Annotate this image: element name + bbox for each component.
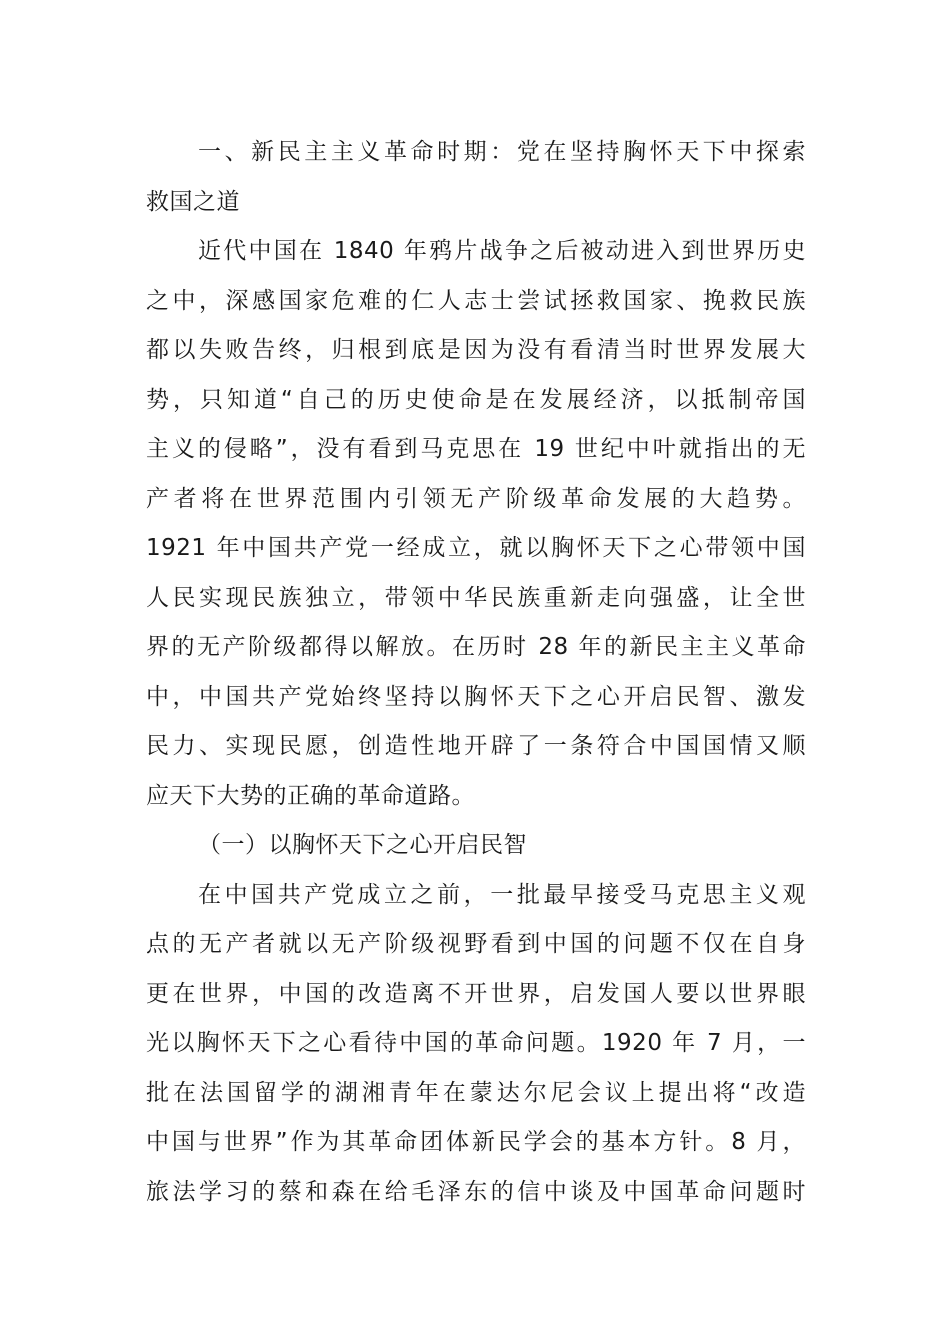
paragraph-2-line-2: 点的无产者就以无产阶级视野看到中国的问题不仅在自身 (146, 931, 806, 957)
paragraph-2-line-5: 批在法国留学的湖湘青年在蒙达尔尼会议上提出将“改造 (146, 1079, 806, 1106)
section-heading-line-1: 一、新民主主义革命时期：党在坚持胸怀天下中探索 (198, 139, 806, 165)
paragraph-1-line-10: 中，中国共产党始终坚持以胸怀天下之心开启民智、激发 (146, 683, 806, 710)
paragraph-1-line-11: 民力、实现民愿，创造性地开辟了一条符合中国国情又顺 (146, 733, 806, 759)
document-body (146, 128, 806, 1217)
subsection-heading: （一）以胸怀天下之心开启民智 (198, 832, 527, 858)
paragraph-1-line-9: 界的无产阶级都得以解放。在历时 28 年的新民主主义革命 (146, 634, 806, 660)
paragraph-1-line-7: 1921 年中国共产党一经成立，就以胸怀天下之心带领中国 (146, 535, 806, 561)
section-heading-line-2: 救国之道 (146, 188, 240, 215)
paragraph-1-line-12: 应天下大势的正确的革命道路。 (146, 782, 475, 809)
paragraph-1-line-4: 势，只知道“自己的历史使命是在发展经济，以抵制帝国 (146, 386, 806, 413)
paragraph-1-line-8: 人民实现民族独立，带领中华民族重新走向强盛，让全世 (146, 584, 806, 611)
paragraph-2-line-7: 旅法学习的蔡和森在给毛泽东的信中谈及中国革命问题时 (146, 1178, 806, 1205)
paragraph-1-line-2: 之中，深感国家危难的仁人志士尝试拯救国家、挽救民族 (146, 287, 806, 314)
paragraph-1-line-5: 主义的侵略”，没有看到马克思在 19 世纪中叶就指出的无 (146, 436, 806, 462)
paragraph-2-line-3: 更在世界，中国的改造离不开世界，启发国人要以世界眼 (146, 980, 806, 1007)
paragraph-1-line-6: 产者将在世界范围内引领无产阶级革命发展的大趋势。 (146, 485, 806, 512)
paragraph-1-line-3: 都以失败告终，归根到底是因为没有看清当时世界发展大 (146, 337, 806, 363)
paragraph-2-line-6: 中国与世界”作为其革命团体新民学会的基本方针。8 月， (146, 1129, 806, 1155)
paragraph-2-line-4: 光以胸怀天下之心看待中国的革命问题。1920 年 7 月，一 (146, 1030, 806, 1056)
paragraph-1-line-1: 近代中国在 1840 年鸦片战争之后被动进入到世界历史 (198, 238, 806, 264)
paragraph-2-line-1: 在中国共产党成立之前，一批最早接受马克思主义观 (198, 881, 806, 908)
